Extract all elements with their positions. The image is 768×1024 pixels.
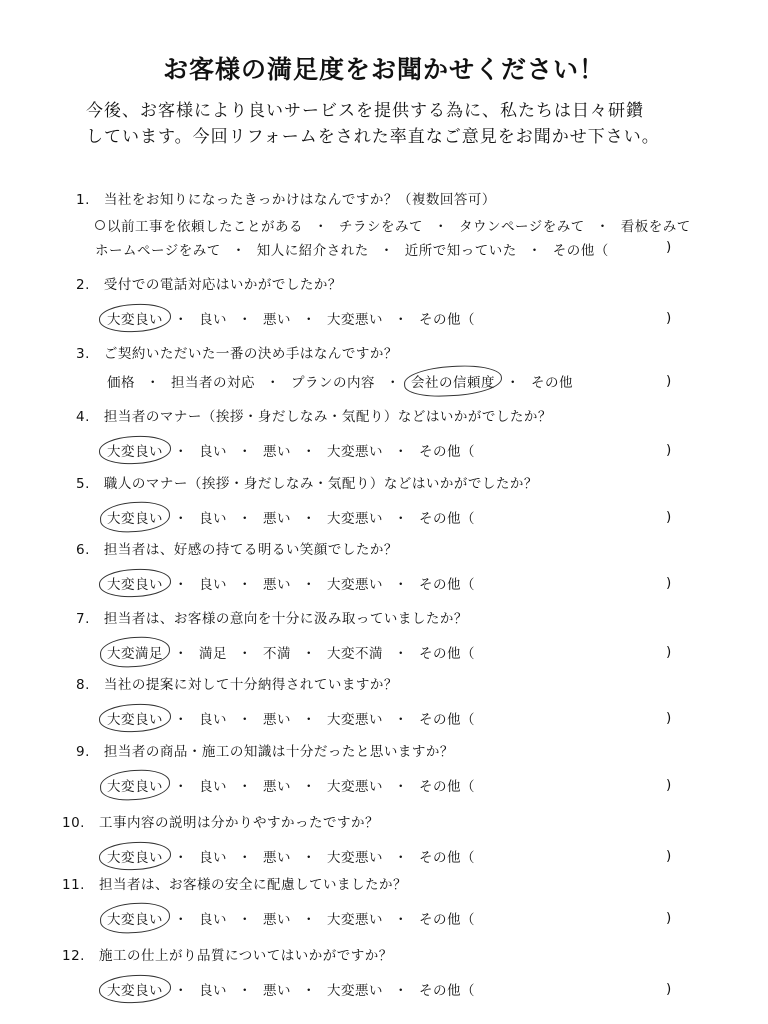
selected-option[interactable]: 大変満足 bbox=[105, 642, 165, 662]
option-item[interactable]: その他（ bbox=[419, 712, 475, 728]
selected-option[interactable]: 大変良い bbox=[105, 440, 165, 460]
option-item[interactable]: 良い bbox=[199, 312, 227, 328]
separator: ・ bbox=[231, 243, 246, 259]
question-6 bbox=[0, 538, 768, 598]
option-item[interactable]: 大変不満 bbox=[327, 646, 383, 662]
option-row bbox=[93, 215, 693, 235]
other-close-paren: ) bbox=[666, 442, 672, 458]
separator: ・ bbox=[394, 312, 408, 328]
separator: ・ bbox=[394, 779, 408, 795]
option-item[interactable]: 悪い bbox=[263, 511, 291, 527]
option-item[interactable]: 悪い bbox=[263, 912, 291, 928]
option-row bbox=[105, 573, 477, 593]
option-row bbox=[105, 979, 477, 999]
option-item[interactable]: チラシをみて bbox=[339, 219, 423, 235]
option-item[interactable]: 良い bbox=[199, 850, 227, 866]
option-item[interactable]: 悪い bbox=[263, 444, 291, 460]
other-close-paren: ) bbox=[666, 981, 672, 997]
selected-option[interactable]: 大変良い bbox=[105, 308, 165, 328]
option-row bbox=[105, 308, 477, 328]
option-row bbox=[105, 642, 477, 662]
separator: ・ bbox=[174, 511, 188, 527]
option-item[interactable]: 担当者の対応 bbox=[171, 375, 255, 391]
option-item[interactable]: ホームページをみて bbox=[95, 243, 221, 259]
option-item[interactable]: 良い bbox=[199, 912, 227, 928]
question-12 bbox=[0, 944, 768, 1004]
option-item[interactable]: 満足 bbox=[199, 646, 227, 662]
separator: ・ bbox=[174, 444, 188, 460]
question-text: 9. 担当者の商品・施工の知識は十分だったと思いますか？ bbox=[76, 744, 454, 760]
option-item[interactable]: 価格 bbox=[107, 375, 135, 391]
option-item[interactable]: 近所で知っていた bbox=[404, 243, 517, 259]
other-close-paren: ) bbox=[666, 509, 672, 525]
separator: ・ bbox=[238, 983, 252, 999]
selected-option[interactable]: 大変良い bbox=[105, 708, 165, 728]
question-7 bbox=[0, 607, 768, 667]
option-row bbox=[105, 908, 477, 928]
question-2 bbox=[0, 273, 768, 333]
option-item[interactable]: タウンページをみて bbox=[459, 219, 585, 235]
question-11 bbox=[0, 873, 768, 933]
question-text: 2. 受付での電話対応はいかがでしたか？ bbox=[76, 277, 342, 293]
separator: ・ bbox=[394, 983, 408, 999]
separator: ・ bbox=[394, 577, 408, 593]
option-item[interactable]: 悪い bbox=[263, 983, 291, 999]
selected-option[interactable]: 会社の信頼度 bbox=[409, 371, 497, 391]
other-close-paren: ) bbox=[666, 777, 672, 793]
question-4 bbox=[0, 405, 768, 465]
other-close-paren: ) bbox=[666, 910, 672, 926]
option-item[interactable]: 大変悪い bbox=[327, 444, 383, 460]
option-item[interactable]: その他（ bbox=[419, 646, 475, 662]
question-text: 10. 工事内容の説明は分かりやすかったですか？ bbox=[62, 815, 379, 831]
other-close-paren: ) bbox=[666, 239, 672, 255]
option-item[interactable]: 大変悪い bbox=[327, 779, 383, 795]
option-item[interactable]: 看板をみて bbox=[620, 219, 691, 235]
separator: ・ bbox=[302, 912, 316, 928]
separator: ・ bbox=[394, 646, 408, 662]
option-item[interactable]: その他 bbox=[531, 375, 573, 391]
separator: ・ bbox=[302, 983, 316, 999]
separator: ・ bbox=[314, 219, 328, 235]
selected-option[interactable]: 大変良い bbox=[105, 507, 165, 527]
separator: ・ bbox=[238, 444, 252, 460]
selected-option[interactable]: 大変良い bbox=[105, 775, 165, 795]
question-text: 4. 担当者のマナー（挨拶・身だしなみ・気配り）などはいかがでしたか？ bbox=[76, 409, 552, 425]
separator: ・ bbox=[174, 312, 188, 328]
separator: ・ bbox=[174, 850, 188, 866]
separator: ・ bbox=[238, 577, 252, 593]
separator: ・ bbox=[302, 712, 316, 728]
other-close-paren: ) bbox=[666, 575, 672, 591]
question-3 bbox=[0, 342, 768, 402]
separator: ・ bbox=[394, 511, 408, 527]
separator: ・ bbox=[386, 375, 400, 391]
separator: ・ bbox=[302, 850, 316, 866]
option-item[interactable]: 良い bbox=[199, 712, 227, 728]
other-close-paren: ) bbox=[666, 710, 672, 726]
option-row bbox=[93, 239, 611, 259]
option-row bbox=[105, 507, 477, 527]
separator: ・ bbox=[302, 779, 316, 795]
separator: ・ bbox=[266, 375, 280, 391]
separator: ・ bbox=[174, 712, 188, 728]
option-item[interactable]: 大変悪い bbox=[327, 850, 383, 866]
option-item[interactable]: 悪い bbox=[263, 577, 291, 593]
option-item[interactable]: その他（ bbox=[419, 850, 475, 866]
option-row bbox=[105, 440, 477, 460]
selected-option[interactable]: 大変良い bbox=[105, 979, 165, 999]
separator: ・ bbox=[434, 219, 448, 235]
option-item[interactable]: 大変悪い bbox=[327, 511, 383, 527]
option-item[interactable]: 大変悪い bbox=[327, 312, 383, 328]
option-item[interactable]: 悪い bbox=[263, 779, 291, 795]
option-item[interactable]: プランの内容 bbox=[291, 375, 375, 391]
separator: ・ bbox=[238, 912, 252, 928]
separator: ・ bbox=[238, 850, 252, 866]
option-row bbox=[105, 708, 477, 728]
question-9 bbox=[0, 740, 768, 800]
survey-title: お客様の満足度をお聞かせください！ bbox=[162, 55, 605, 84]
separator: ・ bbox=[174, 779, 188, 795]
option-item[interactable]: 以前工事を依頼したことがある bbox=[93, 215, 305, 235]
separator: ・ bbox=[302, 444, 316, 460]
selected-mark-icon bbox=[95, 220, 105, 230]
separator: ・ bbox=[174, 577, 188, 593]
question-text: 7. 担当者は、お客様の意向を十分に汲み取っていましたか？ bbox=[76, 611, 468, 627]
other-close-paren: ) bbox=[666, 373, 672, 389]
option-item[interactable]: その他（ bbox=[552, 243, 609, 259]
option-item[interactable]: 良い bbox=[199, 779, 227, 795]
separator: ・ bbox=[394, 712, 408, 728]
question-5 bbox=[0, 472, 768, 532]
separator: ・ bbox=[238, 712, 252, 728]
option-item[interactable]: その他（ bbox=[419, 779, 475, 795]
separator: ・ bbox=[302, 646, 316, 662]
option-item[interactable]: その他（ bbox=[419, 444, 475, 460]
intro-line: 今後、お客様により良いサービスを提供する為に、私たちは日々研鑽 bbox=[86, 101, 644, 121]
other-close-paren: ) bbox=[666, 310, 672, 326]
option-item[interactable]: 大変悪い bbox=[327, 912, 383, 928]
question-text: 8. 当社の提案に対して十分納得されていますか？ bbox=[76, 677, 398, 693]
separator: ・ bbox=[174, 646, 188, 662]
option-item[interactable]: 大変悪い bbox=[327, 712, 383, 728]
option-item[interactable]: 悪い bbox=[263, 712, 291, 728]
separator: ・ bbox=[302, 511, 316, 527]
option-item[interactable]: 悪い bbox=[263, 312, 291, 328]
question-text: 5. 職人のマナー（挨拶・身だしなみ・気配り）などはいかがでしたか？ bbox=[76, 476, 538, 492]
option-row bbox=[105, 371, 575, 391]
separator: ・ bbox=[174, 912, 188, 928]
separator: ・ bbox=[238, 511, 252, 527]
question-text: 6. 担当者は、好感の持てる明るい笑顔でしたか？ bbox=[76, 542, 398, 558]
separator: ・ bbox=[394, 850, 408, 866]
separator: ・ bbox=[238, 646, 252, 662]
separator: ・ bbox=[379, 243, 394, 259]
selected-option[interactable]: 大変良い bbox=[105, 908, 165, 928]
separator: ・ bbox=[238, 312, 252, 328]
option-item[interactable]: 良い bbox=[199, 444, 227, 460]
separator: ・ bbox=[595, 219, 610, 235]
option-item[interactable]: その他（ bbox=[419, 511, 475, 527]
option-row bbox=[105, 846, 477, 866]
separator: ・ bbox=[302, 577, 316, 593]
question-text: 3. ご契約いただいた一番の決め手はなんですか？ bbox=[76, 346, 398, 362]
option-item[interactable]: 悪い bbox=[263, 850, 291, 866]
option-item[interactable]: 知人に紹介された bbox=[256, 243, 369, 259]
question-10 bbox=[0, 811, 768, 871]
intro-line: しています。今回リフォームをされた率直なご意見をお聞かせ下さい。 bbox=[86, 127, 660, 147]
separator: ・ bbox=[174, 983, 188, 999]
other-close-paren: ) bbox=[666, 848, 672, 864]
option-row bbox=[105, 775, 477, 795]
question-text: 11. 担当者は、お客様の安全に配慮していましたか？ bbox=[62, 877, 407, 893]
question-1 bbox=[0, 188, 768, 259]
question-text: 12. 施工の仕上がり品質についてはいかがですか？ bbox=[62, 948, 393, 964]
separator: ・ bbox=[394, 912, 408, 928]
other-close-paren: ) bbox=[666, 644, 672, 660]
separator: ・ bbox=[394, 444, 408, 460]
option-item[interactable]: その他（ bbox=[419, 577, 475, 593]
selected-option[interactable]: 大変良い bbox=[105, 573, 165, 593]
survey-intro bbox=[86, 98, 706, 150]
option-item[interactable]: 良い bbox=[199, 577, 227, 593]
option-item[interactable]: 良い bbox=[199, 983, 227, 999]
option-item[interactable]: 良い bbox=[199, 511, 227, 527]
separator: ・ bbox=[302, 312, 316, 328]
option-item[interactable]: その他（ bbox=[419, 983, 475, 999]
separator: ・ bbox=[146, 375, 160, 391]
separator: ・ bbox=[527, 243, 542, 259]
option-item[interactable]: 大変悪い bbox=[327, 577, 383, 593]
selected-option[interactable]: 大変良い bbox=[105, 846, 165, 866]
option-item[interactable]: その他（ bbox=[419, 912, 475, 928]
question-text: 1. 当社をお知りになったきっかけはなんですか？（複数回答可） bbox=[76, 192, 496, 208]
separator: ・ bbox=[506, 375, 520, 391]
option-item[interactable]: 大変悪い bbox=[327, 983, 383, 999]
option-item[interactable]: その他（ bbox=[419, 312, 475, 328]
separator: ・ bbox=[238, 779, 252, 795]
question-8 bbox=[0, 673, 768, 733]
option-item[interactable]: 不満 bbox=[263, 646, 291, 662]
